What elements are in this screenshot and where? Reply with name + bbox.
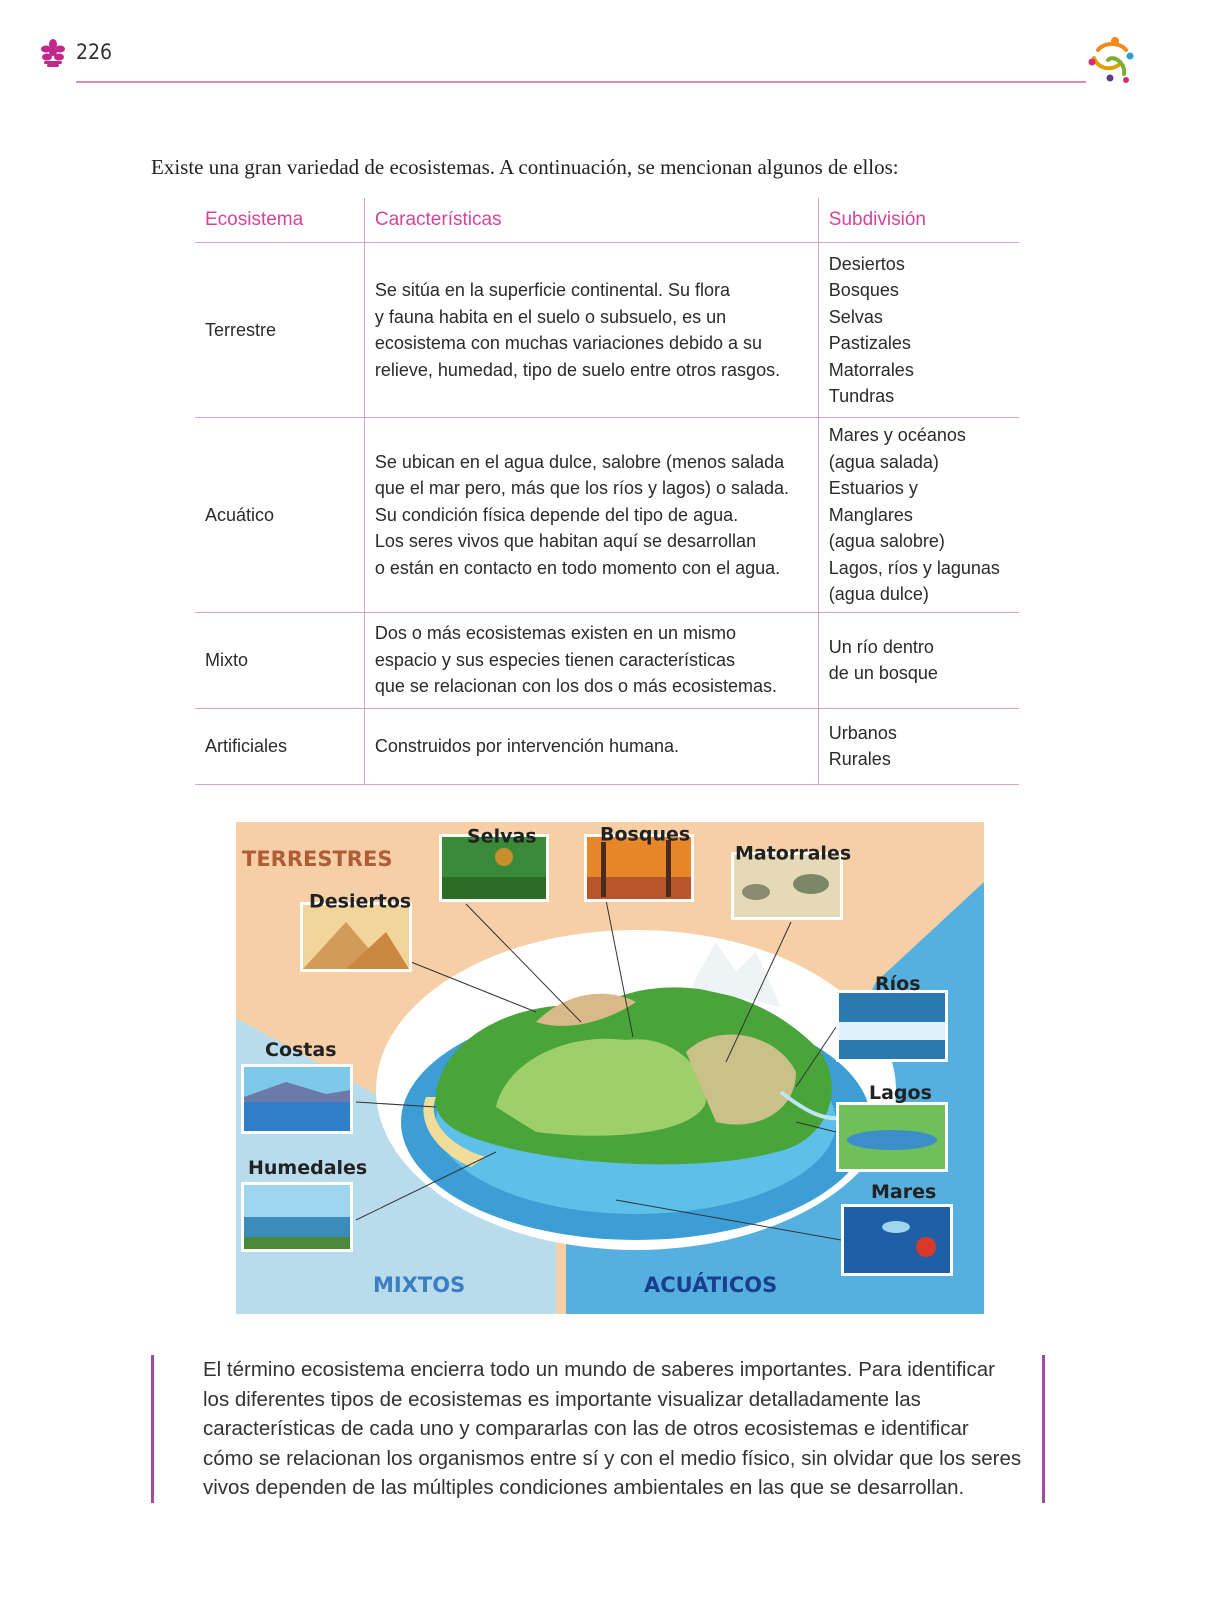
ecosystem-name: Mixto xyxy=(195,612,364,708)
ecosystem-subdivision: Desiertos Bosques Selvas Pastizales Matorrales Tundras xyxy=(818,243,1019,418)
summary-text: El término ecosistema encierra todo un mundo de saberes importantes. Para identificar los diferentes tipos de ecosistemas es importante visualizar detalladamente las características de cada uno y compararlas con las de otros ecosistemas e identificar cómo se relacionan los organismos entre sí y con el medio físico, sin olvidar que los seres vivos dependen de las múltiples condiciones ambientales en las que se desarrollan. xyxy=(203,1358,1022,1499)
flower-icon xyxy=(40,38,66,68)
lagos-thumb xyxy=(836,1102,948,1172)
summary-left-bar xyxy=(151,1355,154,1503)
costas-thumb xyxy=(241,1064,353,1134)
label-costas: Costas xyxy=(265,1039,337,1061)
column-header-caracteristicas: Características xyxy=(364,198,818,243)
column-header-ecosistema: Ecosistema xyxy=(195,198,364,243)
label-matorrales: Matorrales xyxy=(735,842,852,865)
summary-box xyxy=(151,1355,1064,1503)
ecosystem-description: Dos o más ecosistemas existen en un mismo espacio y sus especies tienen características que se relacionan con los dos o más ecosistemas. xyxy=(364,612,818,708)
intro-text: Existe una gran variedad de ecosistemas. A continuación, se mencionan algunos de ellos: xyxy=(151,155,899,179)
ecosystem-name: Acuático xyxy=(195,418,364,613)
ecosystem-description: Se ubican en el agua dulce, salobre (menos salada que el mar pero, más que los ríos y lagos) o salada. Su condición física depende del tipo de agua. Los seres vivos que habitan aquí se desarrollan o están en contacto en todo momento con el agua. xyxy=(364,418,818,613)
ecosystem-name: Terrestre xyxy=(195,243,364,418)
label-mixtos: MIXTOS xyxy=(373,1273,466,1297)
label-rios: Ríos xyxy=(875,973,921,995)
ecosystem-description: Construidos por intervención humana. xyxy=(364,708,818,784)
mares-thumb xyxy=(841,1204,953,1276)
page-number: 226 xyxy=(76,40,113,64)
ecosystem-subdivision: Urbanos Rurales xyxy=(818,708,1019,784)
label-desiertos: Desiertos xyxy=(309,890,412,913)
column-header-subdivision: Subdivisión xyxy=(818,198,1019,243)
table-row xyxy=(195,243,1019,418)
sep-logo-icon xyxy=(1086,34,1138,86)
label-terrestres: TERRESTRES xyxy=(242,847,393,871)
ecosystem-description: Se sitúa en la superficie continental. Su flora y fauna habita en el suelo o subsuelo, es un ecosistema con muchas variaciones debido a su relieve, humedad, tipo de suelo entre otros rasgos. xyxy=(364,243,818,418)
ecosystem-subdivision: Mares y océanos (agua salada) Estuarios y Manglares (agua salobre) Lagos, ríos y lagunas (agua dulce) xyxy=(818,418,1019,613)
table-row xyxy=(195,708,1019,784)
page-header xyxy=(0,0,1214,90)
label-humedales: Humedales xyxy=(248,1157,368,1179)
ecosystem-table xyxy=(195,198,1019,785)
ecosystem-name: Artificiales xyxy=(195,708,364,784)
header-divider xyxy=(76,81,1086,83)
table-row xyxy=(195,612,1019,708)
summary-right-bar xyxy=(1042,1355,1045,1503)
label-acuaticos: ACUÁTICOS xyxy=(644,1273,778,1297)
humedales-thumb xyxy=(241,1182,353,1252)
rios-thumb xyxy=(836,990,948,1062)
label-mares: Mares xyxy=(871,1181,937,1203)
table-row xyxy=(195,418,1019,613)
label-bosques: Bosques xyxy=(600,823,691,846)
table-header-row xyxy=(195,198,1019,243)
ecosystems-illustration xyxy=(236,822,984,1314)
label-selvas: Selvas xyxy=(467,825,537,848)
label-lagos: Lagos xyxy=(869,1082,932,1104)
ecosystem-subdivision: Un río dentro de un bosque xyxy=(818,612,1019,708)
